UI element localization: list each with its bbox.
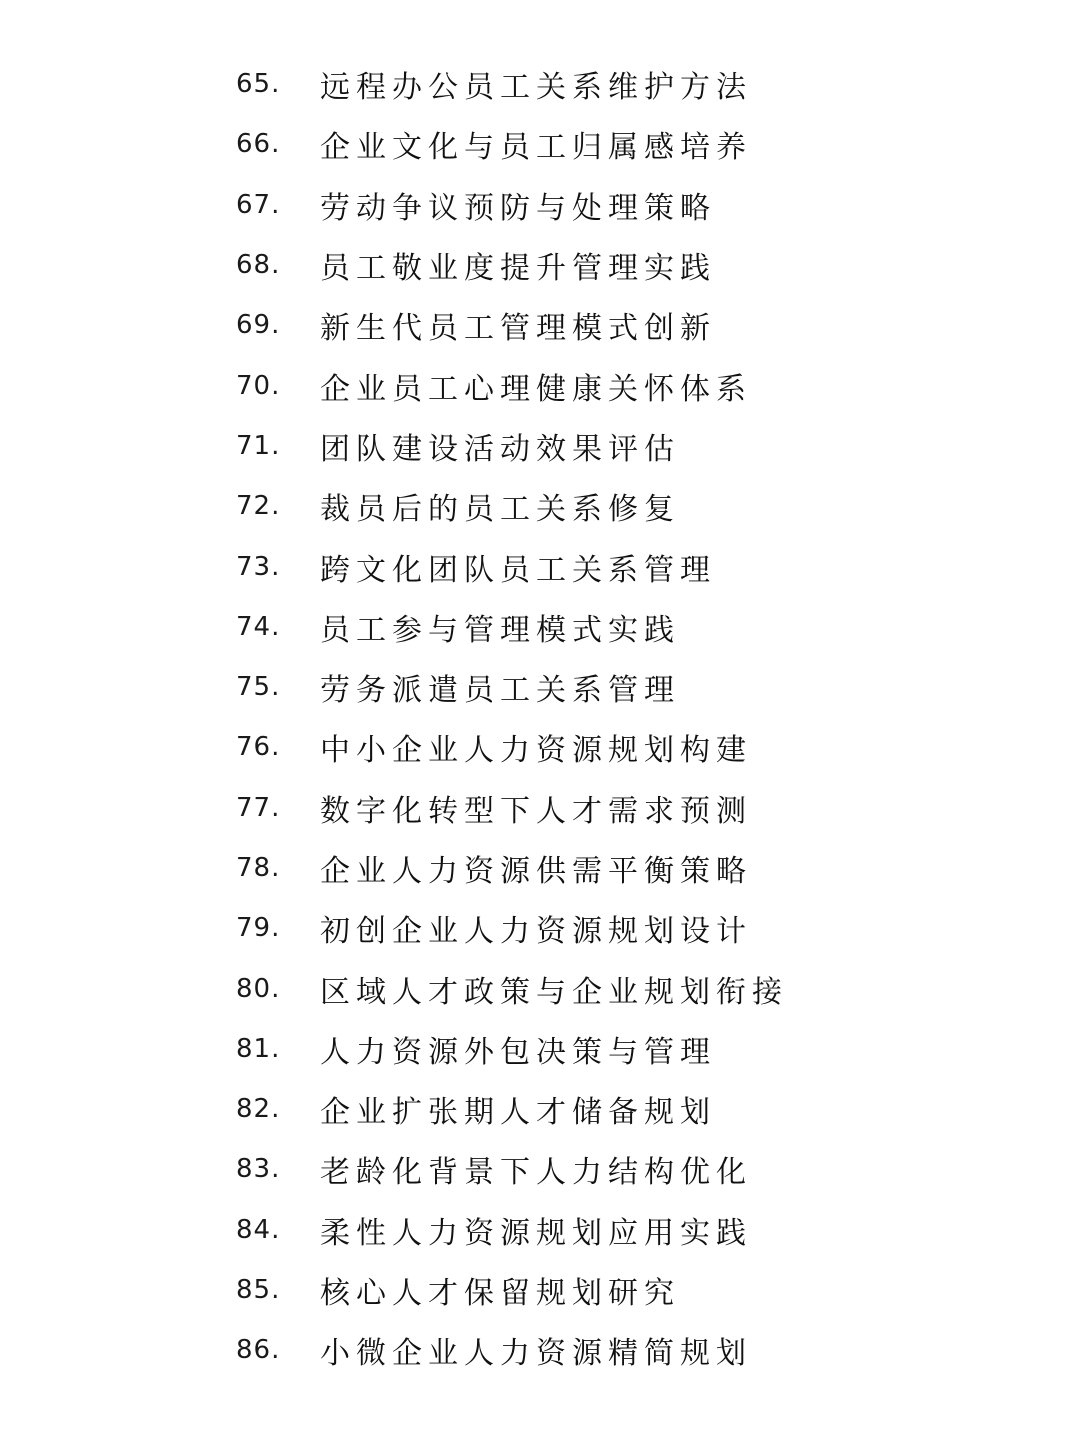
item-number: 71.: [236, 430, 281, 461]
item-text: 新生代员工管理模式创新: [320, 311, 716, 347]
item-number: 79.: [236, 913, 281, 944]
item-number: 77.: [236, 792, 281, 823]
list-item: [0, 235, 1080, 295]
list-item: [0, 838, 1080, 898]
item-number: 84.: [236, 1214, 281, 1245]
item-text: 企业文化与员工归属感培养: [320, 130, 752, 166]
item-text: 员工敬业度提升管理实践: [320, 251, 716, 287]
list-item: [0, 1139, 1080, 1199]
item-text: 团队建设活动效果评估: [320, 431, 680, 467]
item-number: 86.: [236, 1335, 281, 1366]
item-number: 83.: [236, 1154, 281, 1185]
item-text: 人力资源外包决策与管理: [320, 1034, 716, 1070]
item-text: 员工参与管理模式实践: [320, 612, 680, 648]
item-number: 76.: [236, 732, 281, 763]
list-item: [0, 175, 1080, 235]
item-text: 企业扩张期人才储备规划: [320, 1095, 716, 1131]
item-number: 67.: [236, 189, 281, 220]
list-item: [0, 355, 1080, 415]
list-item: [0, 1260, 1080, 1320]
list-item: [0, 476, 1080, 536]
item-text: 小微企业人力资源精简规划: [320, 1336, 752, 1372]
list-item: [0, 54, 1080, 114]
item-text: 劳务派遣员工关系管理: [320, 673, 680, 709]
item-text: 老龄化背景下人力结构优化: [320, 1155, 752, 1191]
item-number: 65.: [236, 69, 281, 100]
item-number: 81.: [236, 1033, 281, 1064]
item-text: 数字化转型下人才需求预测: [320, 793, 752, 829]
item-number: 68.: [236, 250, 281, 281]
list-item: [0, 1320, 1080, 1380]
item-text: 劳动争议预防与处理策略: [320, 190, 716, 226]
item-number: 75.: [236, 672, 281, 703]
item-text: 企业员工心理健康关怀体系: [320, 371, 752, 407]
list-item: [0, 657, 1080, 717]
item-number: 73.: [236, 551, 281, 582]
list-item: [0, 1079, 1080, 1139]
item-text: 核心人才保留规划研究: [320, 1276, 680, 1312]
item-text: 跨文化团队员工关系管理: [320, 552, 716, 588]
list-item: [0, 778, 1080, 838]
item-number: 70.: [236, 370, 281, 401]
list-item: [0, 597, 1080, 657]
item-number: 80.: [236, 973, 281, 1004]
item-number: 82.: [236, 1094, 281, 1125]
item-number: 78.: [236, 853, 281, 883]
list-item: [0, 416, 1080, 476]
item-number: 66.: [236, 129, 281, 160]
list-item: [0, 958, 1080, 1018]
list-item: [0, 898, 1080, 958]
item-number: 69.: [236, 310, 281, 341]
topic-list: [0, 54, 1080, 1381]
list-item: [0, 1019, 1080, 1079]
item-number: 72.: [236, 491, 281, 522]
item-text: 初创企业人力资源规划设计: [320, 914, 752, 950]
item-text: 企业人力资源供需平衡策略: [320, 854, 752, 889]
item-text: 裁员后的员工关系修复: [320, 492, 680, 528]
item-number: 74.: [236, 611, 281, 642]
item-text: 区域人才政策与企业规划衔接: [320, 974, 788, 1010]
item-number: 85.: [236, 1275, 281, 1306]
list-item: [0, 717, 1080, 777]
item-text: 中小企业人力资源规划构建: [320, 733, 752, 769]
list-item: [0, 536, 1080, 596]
list-item: [0, 295, 1080, 355]
list-item: [0, 1200, 1080, 1260]
list-item: [0, 114, 1080, 174]
item-text: 远程办公员工关系维护方法: [320, 70, 752, 106]
item-text: 柔性人力资源规划应用实践: [320, 1215, 752, 1251]
